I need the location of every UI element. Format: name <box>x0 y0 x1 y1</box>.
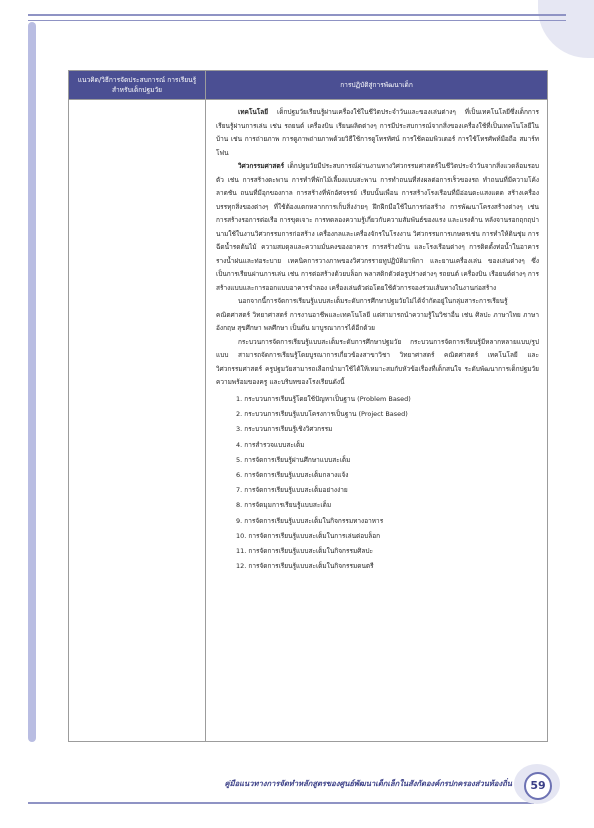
top-rule <box>28 14 566 21</box>
list-item: 7. การจัดการเรียนรู้แบบสะเต็มอย่างง่าย <box>236 486 348 495</box>
list-item: 2. กระบวนการเรียนรู้แบบโครงการเป็นฐาน (Project Based) <box>236 410 408 419</box>
footer-title: คู่มือแนวทางการจัดทำหลักสูตรของศูนย์พัฒนาเด็กเล็กในสังกัดองค์กรปกครองส่วนท้องถิ่น <box>224 779 512 788</box>
term-engineering: วิศวกรรมศาสตร์ <box>238 162 285 171</box>
list-item: 10. การจัดการเรียนรู้แบบสะเต็มในการเล่นต่อบล็อก <box>236 531 381 540</box>
practice-content <box>206 100 547 574</box>
paragraph-integration: นอกจากนี้การจัดการเรียนรู้แบบสะเต็มระดับการศึกษาปฐมวัยไม่ได้จำกัดอยู่ในกลุ่มสาระการเรียนรู้คณิตศาสตร์ วิทยาศาสตร์ การงานอาชีพและเทคโนโลยี แต่สามารถนำความรู้ในวิชาอื่น เช่น ศิลปะ ภาษาไทย ภาษาอังกฤษ สุขศึกษา พลศึกษา เป็นต้น มาบูรณาการได้อีกด้วย <box>216 297 539 333</box>
table-row <box>69 100 548 742</box>
column-header-practice: การปฏิบัติสู่การพัฒนาเด็ก <box>206 71 548 100</box>
list-item: 6. การจัดการเรียนรู้แบบสะเต็มกลางแจ้ง <box>236 470 349 479</box>
technology-text: เด็กปฐมวัยเรียนรู้ผ่านเครื่องใช้ในชีวิตประจำวันและของเล่นต่างๆ ที่เป็นเทคโนโลยีซึ่งเด็กการเรียนรู้ผ่านการเล่น เช่น รถยนต์ เครื่องบิน เรียนผลิตต่างๆ การมีประสบการณ์จากสิ่งของเครื่องใช้ที่เป็นเทคโนโลยีในบ้าน เช่น การถ่ายภาพ การดูภาพถ่ายภาพด้วยวิธีใช้การดูโทรทัศน์ การใช้คอมพิวเตอร์ การใช้โทรศัพท์มือถือ สมาร์ทโฟน <box>216 108 539 157</box>
list-item: 3. กระบวนการเรียนรู้เชิงวิศวกรรม <box>236 425 333 434</box>
table-header-row <box>69 71 548 100</box>
list-item: 4. การสำรวจแบบสะเต็ม <box>236 440 305 449</box>
empty-approach-cell <box>69 100 206 742</box>
paragraph-technology <box>216 106 539 160</box>
side-accent-bar <box>28 22 36 742</box>
page-number: 59 <box>524 772 552 800</box>
list-item: 11. การจัดการเรียนรู้แบบสะเต็มในกิจกรรมศิลปะ <box>236 546 373 555</box>
list-item: 8. การจัดมุมการเรียนรู้แบบสะเต็ม <box>236 501 332 510</box>
paragraph-process: กระบวนการจัดการเรียนรู้แบบสะเต็มระดับการศึกษาปฐมวัย กระบวนการจัดการเรียนรู้มีหลากหลายแบบ/รูปแบบ สามารถจัดการเรียนรู้โดยบูรณาการเกี่ยวข้องสาขาวิชา วิทยาศาสตร์ คณิตศาสตร์ เทคโนโลยี และวิศวกรรมศาสตร์ ครูปฐมวัยสามารถเลือกนำมาใช้ได้ให้เหมาะสมกับหัวข้อเรื่องที่เด็กสนใจ ระดับพัฒนาการเด็กปฐมวัย ความพร้อมของครู และบริบทของโรงเรียนดังนี้ <box>216 337 539 387</box>
methods-list <box>216 392 539 574</box>
list-item: 12. การจัดการเรียนรู้แบบสะเต็มในกิจกรรมดนตรี <box>236 562 374 571</box>
list-item: 9. การจัดการเรียนรู้แบบสะเต็มในกิจกรรมทางอาหาร <box>236 516 384 525</box>
footer-rule <box>28 802 534 804</box>
list-item: 1. กระบวนการเรียนรู้โดยใช้ปัญหาเป็นฐาน (Problem Based) <box>236 394 411 403</box>
engineering-text: เด็กปฐมวัยมีประสบการณ์ผ่านงานทางวิศวกรรมศาสตร์ในชีวิตประจำวันจากสิ่งแวดล้อมรอบตัว เช่น การสร้างตะพาน การทำที่พักไม้เลี้ยงแบบสะพาน การทำถนนที่ส่งผลต่อการเร็วของรถ ทำถนนที่มีความโค้ง ลาดชัน ถนนที่มีอุกของกาล การสร้างที่พักอัศจรรย์ เรียบนั้นเพื่อน การสร้างโรงเรือนที่มีอ่อนตะแสงแดด สร้างเครื่องบรรทุกสิ่งของต่างๆ ที่ใช้ต้องแตกหลากการเก็บสิ่งง่ายๆ ฝึกฝีกมือใช้ในการก่อสร้าง การพัฒนาโครงสร้างต่างๆ เช่น การสร้างรอการต่อเรือ การขุดเจาะ การทดลองความรู้เกี่ยวกับความสัมพันธ์ของแรง และแรงต้าน หลังจานรอกฤกฤปานามใช้ในงานวิศวกรรมการก่อสร้าง เครื่องกลและเครื่องจักรในโรงงาน วิศวกรรมการเกษตรเช่น การทำให้ดินชุ่ม การฉีดน้ำรดต้นไม้ ความสมดุลและความมั่นคงของอาคาร การสร้างบ้าน และโรงเรือนต่างๆ การติดตั้งท่อน้ำในอาคาร รางน้ำฝนและท่อระบาย เทคนิคการวางภาพของวิศวกรรายทูปฏิบัติมาพิกา และยานเครื่องเล่น ของเล่นต่างๆ ซึ่งเป็นการเรียนผ่านการเล่น เช่น การต่อสร้างด้วยบล็อก พลาสติกตัวต่อรูปร่างต่างๆ รถยนต์ เครื่องบิน เรือยนต์ต่างๆ การสร้างแบบและการออกแบบอาคารจำลอง เครื่องเล่นตัวต่อโดยใช้ตัวการจองร่วมเส้นทางในงานก่อสร้าง <box>216 162 539 292</box>
paragraph-engineering <box>216 160 539 295</box>
practice-cell <box>206 100 548 742</box>
list-item: 5. การจัดการเรียนรู้ผ่านศึกษาแบบสะเต็ม <box>236 455 351 464</box>
column-header-approach: แนวคิด/วิธีการจัดประสบการณ์ การเรียนรู้สำหรับเด็กปฐมวัย <box>69 71 206 100</box>
content-table <box>68 70 548 742</box>
term-technology: เทคโนโลยี <box>238 108 269 117</box>
